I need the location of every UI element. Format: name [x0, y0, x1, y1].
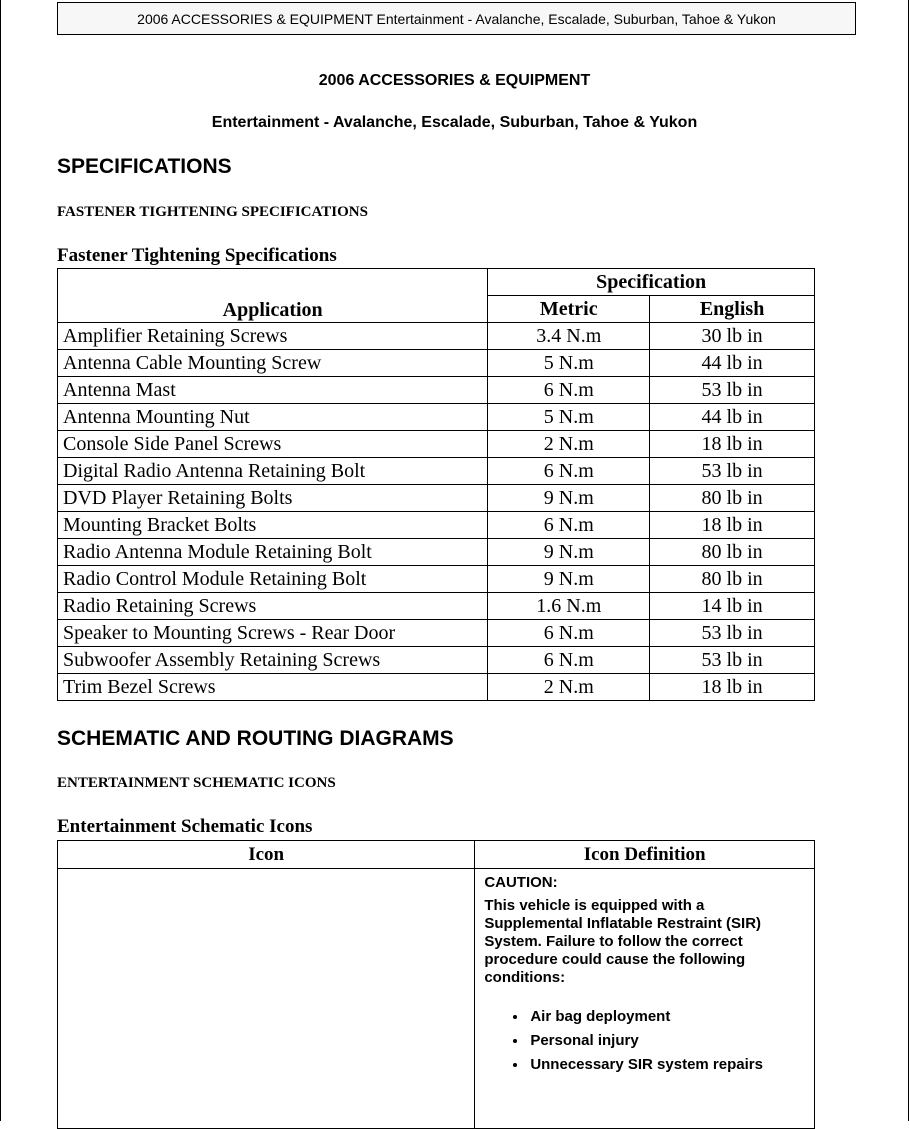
- english-cell: 53 lb in: [650, 458, 815, 485]
- english-cell: 80 lb in: [650, 539, 815, 566]
- english-cell: 18 lb in: [650, 674, 815, 701]
- metric-cell: 9 N.m: [488, 539, 650, 566]
- table-row: [58, 431, 815, 458]
- metric-cell: 9 N.m: [488, 566, 650, 593]
- application-cell: Subwoofer Assembly Retaining Screws: [58, 647, 488, 674]
- fastener-subheading: FASTENER TIGHTENING SPECIFICATIONS: [57, 204, 368, 220]
- table-row: [58, 458, 815, 485]
- icon-cell: [58, 869, 475, 1129]
- application-cell: Mounting Bracket Bolts: [58, 512, 488, 539]
- table-header-row: [58, 841, 815, 869]
- table-row: [58, 647, 815, 674]
- metric-cell: 9 N.m: [488, 485, 650, 512]
- application-cell: Amplifier Retaining Screws: [58, 323, 488, 350]
- caution-conditions-list: [484, 1005, 806, 1077]
- table-row: [58, 512, 815, 539]
- application-cell: Speaker to Mounting Screws - Rear Door: [58, 620, 488, 647]
- application-cell: Radio Retaining Screws: [58, 593, 488, 620]
- english-cell: 80 lb in: [650, 485, 815, 512]
- table-row: [58, 593, 815, 620]
- document-subtitle: Entertainment - Avalanche, Escalade, Suburban, Tahoe & Yukon: [211, 114, 698, 131]
- english-cell: 53 lb in: [650, 647, 815, 674]
- application-cell: DVD Player Retaining Bolts: [58, 485, 488, 512]
- table-row: [58, 539, 815, 566]
- icon-header: Icon: [58, 841, 475, 869]
- application-header: Application: [58, 269, 488, 323]
- metric-cell: 6 N.m: [488, 458, 650, 485]
- schematic-heading: SCHEMATIC AND ROUTING DIAGRAMS: [57, 727, 454, 750]
- application-cell: Radio Control Module Retaining Bolt: [58, 566, 488, 593]
- table-row: [58, 377, 815, 404]
- icon-definition-cell: [475, 869, 815, 1129]
- english-cell: 53 lb in: [650, 377, 815, 404]
- metric-cell: 2 N.m: [488, 431, 650, 458]
- running-header: 2006 ACCESSORIES & EQUIPMENT Entertainment - Avalanche, Escalade, Suburban, Tahoe & Yukon: [57, 2, 856, 35]
- application-cell: Trim Bezel Screws: [58, 674, 488, 701]
- application-cell: Radio Antenna Module Retaining Bolt: [58, 539, 488, 566]
- caution-text: This vehicle is equipped with a Supplemental Inflatable Restraint (SIR) System. Failure to follow the correct procedure could cause the following conditions:: [484, 897, 762, 986]
- metric-cell: 6 N.m: [488, 512, 650, 539]
- specification-header: Specification: [488, 269, 815, 296]
- application-cell: Antenna Cable Mounting Screw: [58, 350, 488, 377]
- english-cell: 44 lb in: [650, 404, 815, 431]
- metric-header: Metric: [488, 296, 650, 323]
- metric-cell: 6 N.m: [488, 620, 650, 647]
- english-header: English: [650, 296, 815, 323]
- application-cell: Antenna Mast: [58, 377, 488, 404]
- english-cell: 18 lb in: [650, 431, 815, 458]
- table-row: [58, 566, 815, 593]
- schematic-icons-subheading: ENTERTAINMENT SCHEMATIC ICONS: [57, 775, 336, 791]
- table-row: [58, 620, 815, 647]
- schematic-icons-table: [57, 840, 815, 1129]
- fastener-table-caption: Fastener Tightening Specifications: [57, 245, 337, 266]
- metric-cell: 5 N.m: [488, 404, 650, 431]
- metric-cell: 5 N.m: [488, 350, 650, 377]
- table-row: [58, 350, 815, 377]
- table-row: [58, 404, 815, 431]
- fastener-spec-table: [57, 268, 815, 701]
- table-row: [58, 485, 815, 512]
- icon-definition-header: Icon Definition: [475, 841, 815, 869]
- table-row: [58, 323, 815, 350]
- specifications-heading: SPECIFICATIONS: [57, 155, 232, 178]
- schematic-icons-table-caption: Entertainment Schematic Icons: [57, 816, 313, 837]
- metric-cell: 3.4 N.m: [488, 323, 650, 350]
- document-title: 2006 ACCESSORIES & EQUIPMENT: [318, 72, 591, 89]
- table-header-row: [58, 269, 815, 296]
- list-item: • Unnecessary SIR system repairs: [528, 1053, 806, 1077]
- metric-cell: 1.6 N.m: [488, 593, 650, 620]
- english-cell: 18 lb in: [650, 512, 815, 539]
- application-cell: Antenna Mounting Nut: [58, 404, 488, 431]
- english-cell: 14 lb in: [650, 593, 815, 620]
- english-cell: 30 lb in: [650, 323, 815, 350]
- application-cell: Console Side Panel Screws: [58, 431, 488, 458]
- caution-label: CAUTION:: [484, 874, 558, 891]
- metric-cell: 2 N.m: [488, 674, 650, 701]
- list-item: • Personal injury: [528, 1029, 806, 1053]
- table-row: [58, 869, 815, 1129]
- english-cell: 53 lb in: [650, 620, 815, 647]
- application-cell: Digital Radio Antenna Retaining Bolt: [58, 458, 488, 485]
- list-item: • Air bag deployment: [528, 1005, 806, 1029]
- metric-cell: 6 N.m: [488, 647, 650, 674]
- metric-cell: 6 N.m: [488, 377, 650, 404]
- english-cell: 80 lb in: [650, 566, 815, 593]
- english-cell: 44 lb in: [650, 350, 815, 377]
- table-row: [58, 674, 815, 701]
